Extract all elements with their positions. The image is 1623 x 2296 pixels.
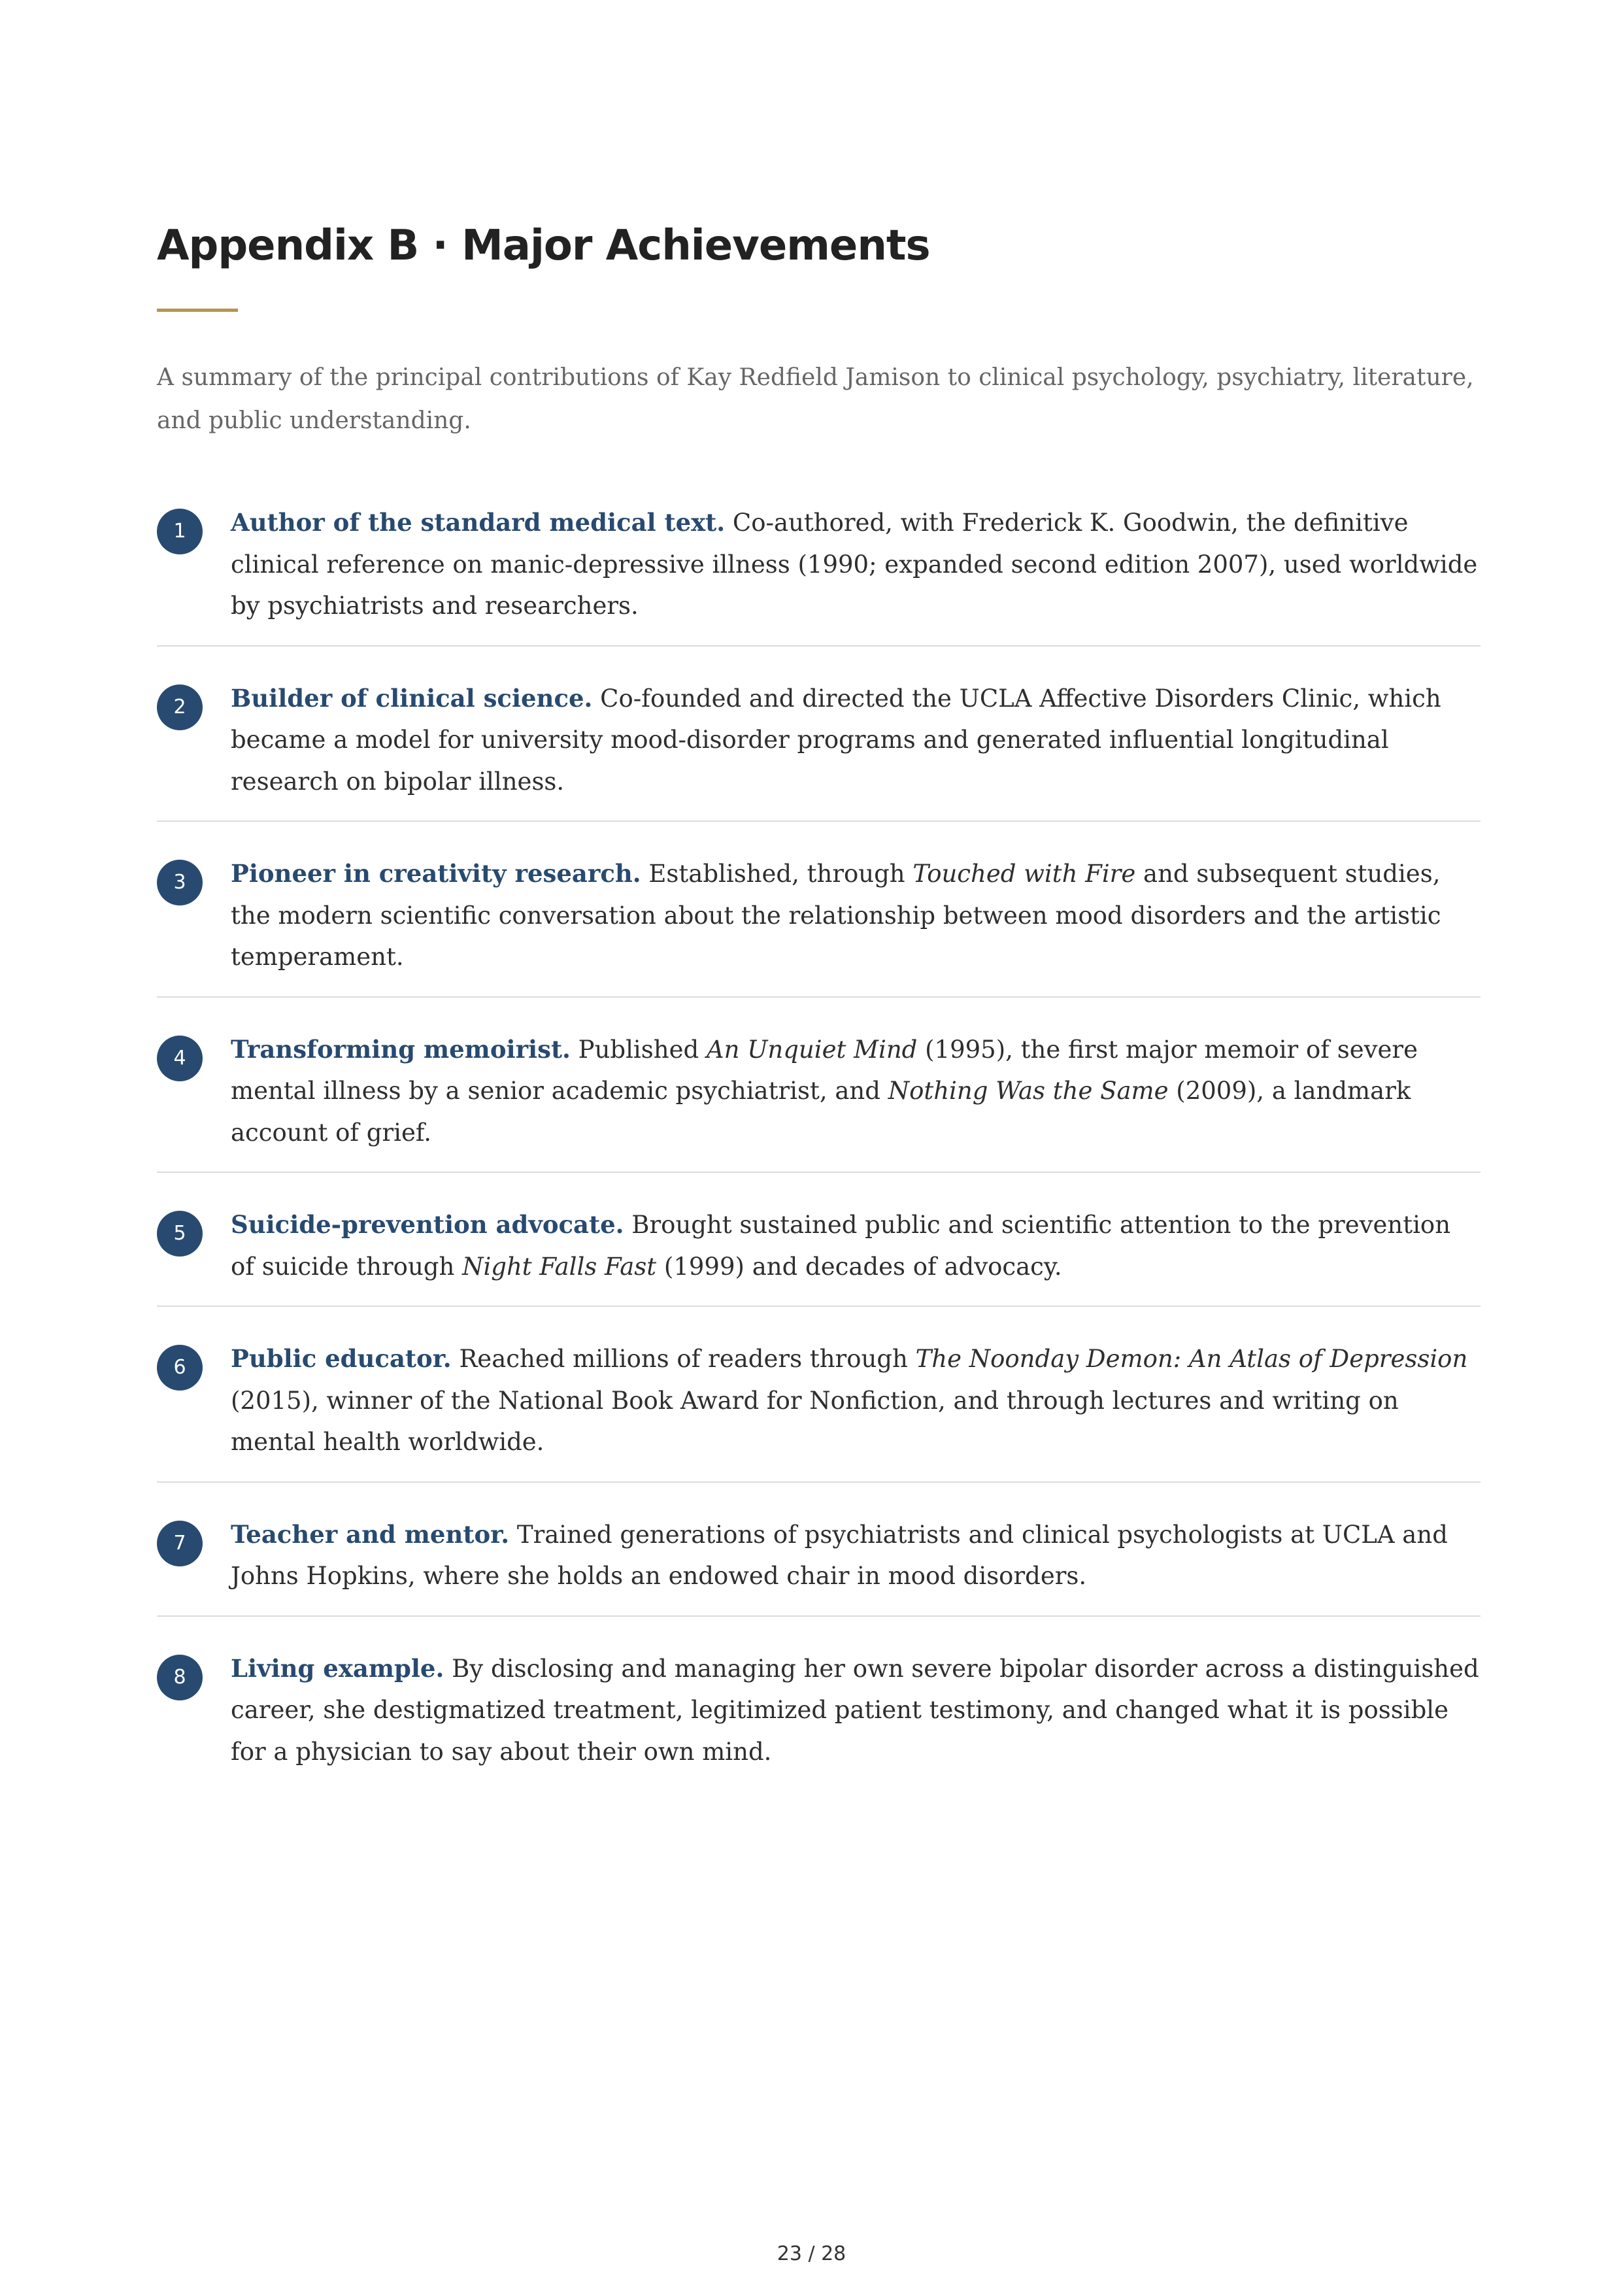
item-number-badge: 8 bbox=[157, 1655, 203, 1700]
item-text bbox=[231, 678, 1481, 803]
item-lead: Transforming memoirist. bbox=[231, 1034, 571, 1064]
item-lead: Author of the standard medical text. bbox=[231, 508, 726, 537]
achievement-item bbox=[157, 497, 1481, 647]
achievement-item bbox=[157, 1024, 1481, 1173]
item-number-badge: 2 bbox=[157, 684, 203, 730]
book-title: Nothing Was the Same bbox=[888, 1077, 1169, 1105]
item-number-badge: 1 bbox=[157, 509, 203, 554]
item-body: By disclosing and managing her own severe bipolar disorder across a distinguished career, she destigmatized treatment, legitimized patient testimony, and changed what it is possible for a physician to say about their own mind. bbox=[231, 1654, 1479, 1766]
item-number-badge: 3 bbox=[157, 860, 203, 905]
item-body: Co-founded and directed the UCLA Affective Disorders Clinic, which became a model for university mood-disorder programs and generated influential longitudinal research on bipolar illness. bbox=[231, 684, 1441, 796]
item-number-badge: 6 bbox=[157, 1345, 203, 1391]
item-body: Trained generations of psychiatrists and clinical psychologists at UCLA and Johns Hopkins, where she holds an endowed chair in mood disorders. bbox=[231, 1520, 1448, 1590]
item-text bbox=[231, 1648, 1481, 1773]
item-body: (2009), a landmark account of grief. bbox=[231, 1077, 1411, 1147]
page-number: 23 / 28 bbox=[777, 2242, 846, 2265]
item-number-badge: 5 bbox=[157, 1211, 203, 1257]
item-text bbox=[231, 502, 1481, 627]
item-text bbox=[231, 1029, 1481, 1154]
book-title: Night Falls Fast bbox=[462, 1252, 657, 1281]
item-lead: Pioneer in creativity research. bbox=[231, 859, 641, 888]
achievement-item bbox=[157, 1333, 1481, 1483]
item-lead: Teacher and mentor. bbox=[231, 1519, 510, 1549]
item-lead: Builder of clinical science. bbox=[231, 683, 593, 713]
item-number-badge: 4 bbox=[157, 1036, 203, 1081]
item-body: Co-authored, with Frederick K. Goodwin, the definitive clinical reference on manic-depressive illness (1990; expanded second edition 2007), used worldwide by psychiatrists and researchers. bbox=[231, 509, 1478, 620]
achievement-item bbox=[157, 1199, 1481, 1307]
title-underline bbox=[157, 309, 238, 312]
intro-paragraph: A summary of the principal contributions of Kay Redfield Jamison to clinical psychology, psychiatry, literature, and public understanding. bbox=[157, 364, 1474, 434]
item-text bbox=[231, 1514, 1481, 1597]
item-body: Brought sustained public and scientific attention to the prevention of suicide through bbox=[231, 1211, 1451, 1281]
item-body: (1995), the first major memoir of severe mental illness by a senior academic psychiatrist, and bbox=[231, 1035, 1418, 1105]
item-body: (1999) and decades of advocacy. bbox=[656, 1252, 1062, 1281]
achievement-item bbox=[157, 1643, 1481, 1791]
achievements-list bbox=[157, 497, 1481, 1817]
item-text bbox=[231, 853, 1481, 978]
achievement-item bbox=[157, 673, 1481, 822]
item-lead: Living example. bbox=[231, 1653, 444, 1683]
book-title: The Noonday Demon: An Atlas of Depression bbox=[915, 1345, 1468, 1373]
book-title: Touched with Fire bbox=[912, 860, 1136, 888]
item-body: and subsequent studies, the modern scientific conversation about the relationship between mood disorders and the artistic temperament. bbox=[231, 860, 1441, 971]
item-text bbox=[231, 1338, 1481, 1463]
item-body: Published bbox=[570, 1035, 707, 1064]
item-lead: Public educator. bbox=[231, 1344, 452, 1373]
book-title: An Unquiet Mind bbox=[706, 1035, 918, 1064]
item-body: Established, through bbox=[641, 860, 913, 888]
item-text bbox=[231, 1204, 1481, 1287]
page-title: Appendix B · Major Achievements bbox=[157, 222, 930, 270]
item-lead: Suicide-prevention advocate. bbox=[231, 1210, 624, 1239]
item-number-badge: 7 bbox=[157, 1521, 203, 1566]
achievement-item bbox=[157, 848, 1481, 998]
item-body: (2015), winner of the National Book Award for Nonfiction, and through lectures and writing on mental health worldwide. bbox=[231, 1386, 1399, 1456]
item-body: Reached millions of readers through bbox=[451, 1345, 916, 1373]
achievement-item bbox=[157, 1509, 1481, 1617]
